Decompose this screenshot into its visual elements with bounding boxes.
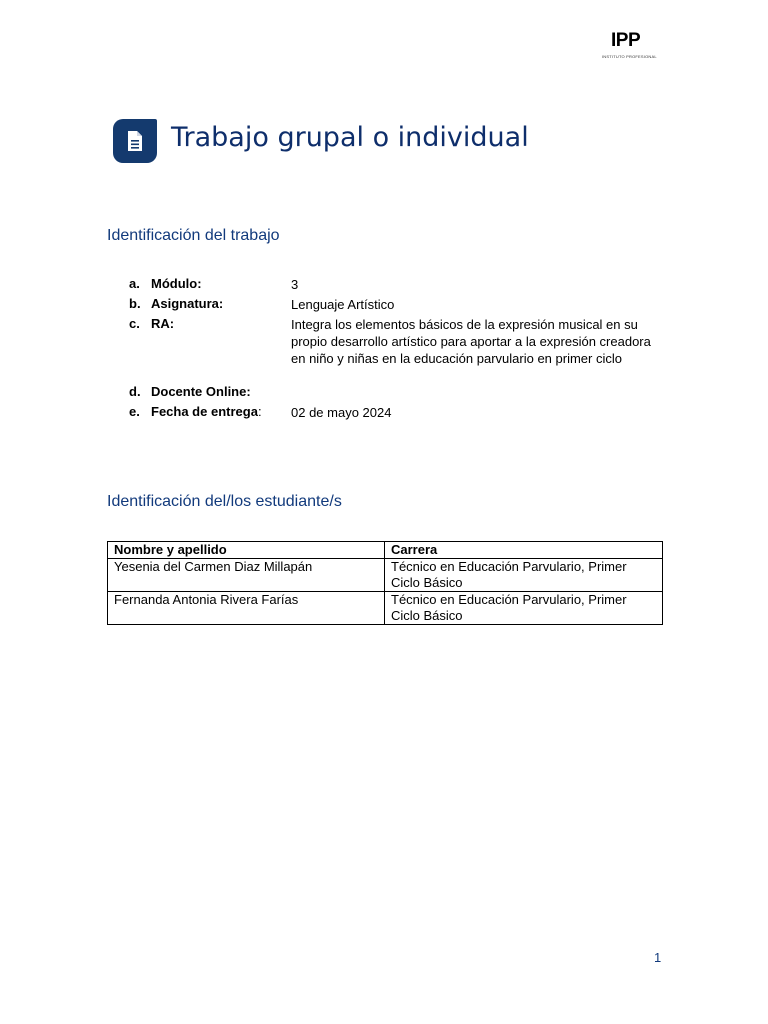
document-badge <box>113 119 157 163</box>
info-letter: d. <box>129 384 141 399</box>
document-icon <box>125 130 145 152</box>
info-label-colon: : <box>169 316 175 331</box>
work-section-heading: Identificación del trabajo <box>107 227 280 244</box>
ipp-logo <box>596 30 660 64</box>
info-row-ra <box>129 316 669 384</box>
info-letter: e. <box>129 404 140 419</box>
column-header-name: Nombre y apellido <box>108 542 385 559</box>
info-label-colon: : <box>257 404 262 419</box>
info-letter: a. <box>129 276 140 291</box>
info-label-text: RA <box>151 316 170 331</box>
info-label-text: Docente Online <box>151 384 247 399</box>
info-value: 3 <box>291 277 299 292</box>
info-row-docente <box>129 384 669 404</box>
student-career-cell: Técnico en Educación Parvulario, Primer Ciclo Básico <box>385 592 663 625</box>
info-label-colon: : <box>218 296 224 311</box>
logo-subtext: INSTITUTO PROFESIONAL <box>602 54 657 59</box>
students-table <box>107 541 663 625</box>
student-name-cell: Yesenia del Carmen Diaz Millapán <box>108 559 385 592</box>
student-name-cell: Fernanda Antonia Rivera Farías <box>108 592 385 625</box>
info-value: Lenguaje Artístico <box>291 297 395 312</box>
info-row-fecha <box>129 404 669 424</box>
info-row-modulo <box>129 276 669 296</box>
info-label-colon: : <box>197 276 202 291</box>
table-row <box>108 559 663 592</box>
page-number: 1 <box>654 950 662 965</box>
info-label <box>151 296 291 316</box>
info-label-colon: : <box>246 384 251 399</box>
student-career-cell: Técnico en Educación Parvulario, Primer Ciclo Básico <box>385 559 663 592</box>
column-header-career: Carrera <box>385 542 663 559</box>
info-value: Integra los elementos básicos de la expresión musical en su propio desarrollo artístico para aportar a la expresión creadora en niño y niñas en la educación parvulario en primer ciclo <box>291 317 651 366</box>
info-label-text: Fecha de entrega <box>151 404 258 419</box>
info-label <box>151 276 291 296</box>
info-letter: c. <box>129 316 140 331</box>
logo-text: IPP <box>611 30 641 51</box>
info-label <box>151 384 291 404</box>
table-row <box>108 592 663 625</box>
info-label-text: Asignatura <box>151 296 219 311</box>
info-label-text: Módulo <box>151 276 198 291</box>
info-label <box>151 404 291 424</box>
page-title: Trabajo grupal o individual <box>171 122 529 153</box>
info-label <box>151 316 291 384</box>
work-info-list <box>129 276 669 424</box>
students-section-heading: Identificación del/los estudiante/s <box>107 493 342 510</box>
info-letter: b. <box>129 296 141 311</box>
info-value <box>291 384 651 404</box>
info-row-asignatura <box>129 296 669 316</box>
info-value: 02 de mayo 2024 <box>291 405 392 420</box>
table-header-row <box>108 542 663 559</box>
